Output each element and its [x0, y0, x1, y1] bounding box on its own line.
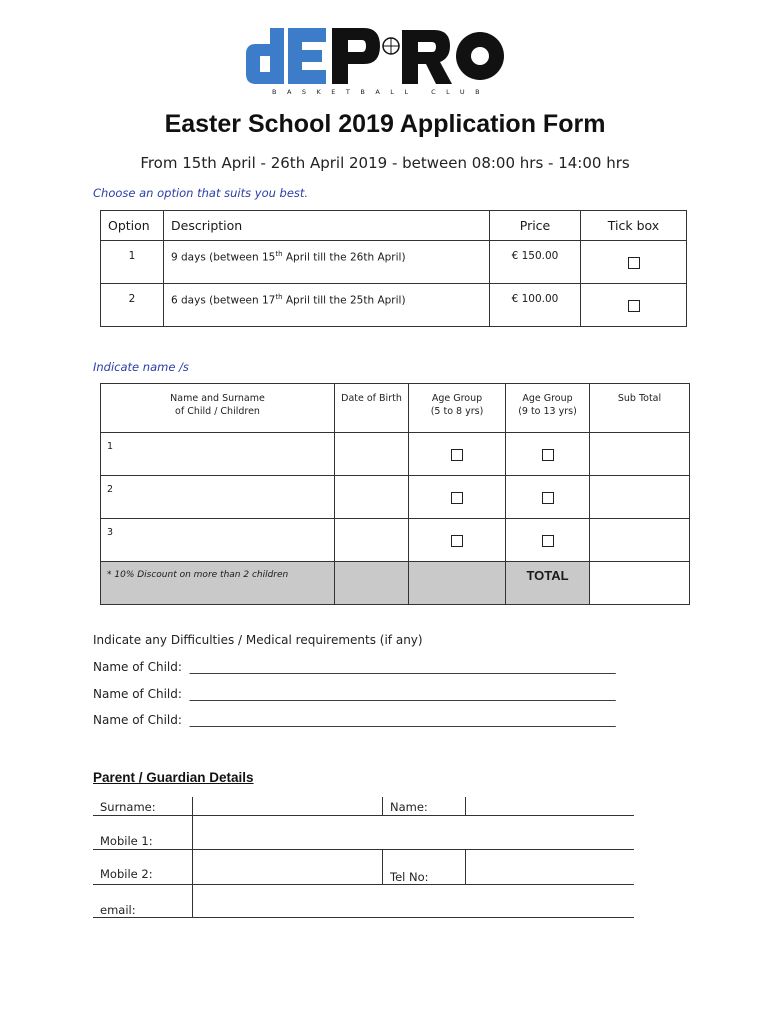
divider — [382, 797, 383, 815]
age-5-8-checkbox[interactable] — [451, 492, 463, 504]
header-age-group-9-13: Age Group — [522, 393, 573, 404]
mobile-2-label: Mobile 2: — [100, 867, 153, 881]
header-price: Price — [519, 218, 551, 233]
option-price: € 100.00 — [511, 293, 559, 305]
email-label: email: — [100, 903, 136, 917]
option-row — [101, 241, 687, 284]
name-label: Name: — [390, 800, 428, 814]
subtotal-cell[interactable] — [590, 519, 690, 562]
dob-cell[interactable] — [335, 519, 409, 562]
age-9-13-checkbox[interactable] — [542, 535, 554, 547]
mobile-2-field[interactable] — [193, 850, 382, 884]
children-header-row: Name and Surname of Child / Children Date of Birth Age Group (5 to 8 yrs) Age Group (9 to 13 yrs) Sub Total — [101, 384, 690, 433]
subtotal-cell[interactable] — [590, 433, 690, 476]
divider — [93, 917, 634, 918]
options-note: Choose an option that suits you best. — [93, 186, 309, 200]
option-number: 2 — [128, 293, 136, 305]
age-5-8-checkbox[interactable] — [451, 535, 463, 547]
child-name-cell[interactable] — [101, 519, 335, 562]
depro-basketball-club-logo — [244, 26, 506, 96]
email-field[interactable] — [193, 885, 634, 917]
option-1-checkbox[interactable] — [628, 257, 640, 269]
row-number: 2 — [107, 484, 114, 495]
surname-field[interactable] — [193, 797, 382, 815]
child-row — [101, 476, 690, 519]
name-field[interactable] — [466, 797, 634, 815]
logo-subtext: BASKETBALL CLUB — [272, 88, 491, 96]
tel-no-field[interactable] — [466, 850, 634, 884]
age-9-13-checkbox[interactable] — [542, 449, 554, 461]
age-9-13-checkbox[interactable] — [542, 492, 554, 504]
medical-child-line[interactable]: Name of Child: _______________________________________________________________________ — [93, 687, 616, 701]
total-label: TOTAL — [526, 568, 569, 583]
header-child-name: Name and Surname — [170, 393, 265, 404]
names-note: Indicate name /s — [93, 360, 189, 374]
header-date-of-birth: Date of Birth — [341, 393, 402, 404]
medical-child-line[interactable]: Name of Child: _______________________________________________________________________ — [93, 713, 616, 727]
header-description: Description — [171, 218, 243, 233]
dob-cell[interactable] — [335, 476, 409, 519]
header-sub-total: Sub Total — [617, 393, 662, 404]
discount-note: * 10% Discount on more than 2 children — [107, 570, 289, 580]
header-option: Option — [108, 218, 150, 233]
child-name-cell[interactable] — [101, 476, 335, 519]
total-cell[interactable] — [590, 562, 690, 605]
age-5-8-checkbox[interactable] — [451, 449, 463, 461]
child-row — [101, 519, 690, 562]
option-number: 1 — [128, 250, 136, 262]
options-table — [100, 210, 687, 327]
option-2-checkbox[interactable] — [628, 300, 640, 312]
surname-label: Surname: — [100, 800, 156, 814]
subtotal-cell[interactable] — [590, 476, 690, 519]
mobile-1-label: Mobile 1: — [100, 834, 153, 848]
divider — [382, 849, 383, 884]
children-table — [100, 383, 690, 605]
total-row — [101, 562, 690, 605]
option-price: € 150.00 — [511, 250, 559, 262]
child-name-cell[interactable] — [101, 433, 335, 476]
header-tick-box: Tick box — [607, 218, 660, 233]
option-row — [101, 284, 687, 327]
row-number: 3 — [107, 527, 114, 538]
medical-child-line[interactable]: Name of Child: _______________________________________________________________________ — [93, 660, 616, 674]
medical-heading: Indicate any Difficulties / Medical requirements (if any) — [93, 633, 423, 647]
child-row — [101, 433, 690, 476]
form-title: Easter School 2019 Application Form — [164, 110, 606, 138]
tel-no-label: Tel No: — [390, 870, 429, 884]
mobile-1-field[interactable] — [193, 816, 634, 849]
dob-cell[interactable] — [335, 433, 409, 476]
row-number: 1 — [107, 441, 114, 452]
option-description: 9 days (between 15th April till the 26th April) — [171, 250, 406, 264]
option-description: 6 days (between 17th April till the 25th April) — [171, 293, 406, 307]
form-subtitle: From 15th April - 26th April 2019 - between 08:00 hrs - 14:00 hrs — [140, 154, 630, 172]
options-header-row — [101, 211, 687, 241]
parent-guardian-heading: Parent / Guardian Details — [93, 770, 254, 785]
header-age-group-5-8: Age Group — [431, 393, 483, 404]
